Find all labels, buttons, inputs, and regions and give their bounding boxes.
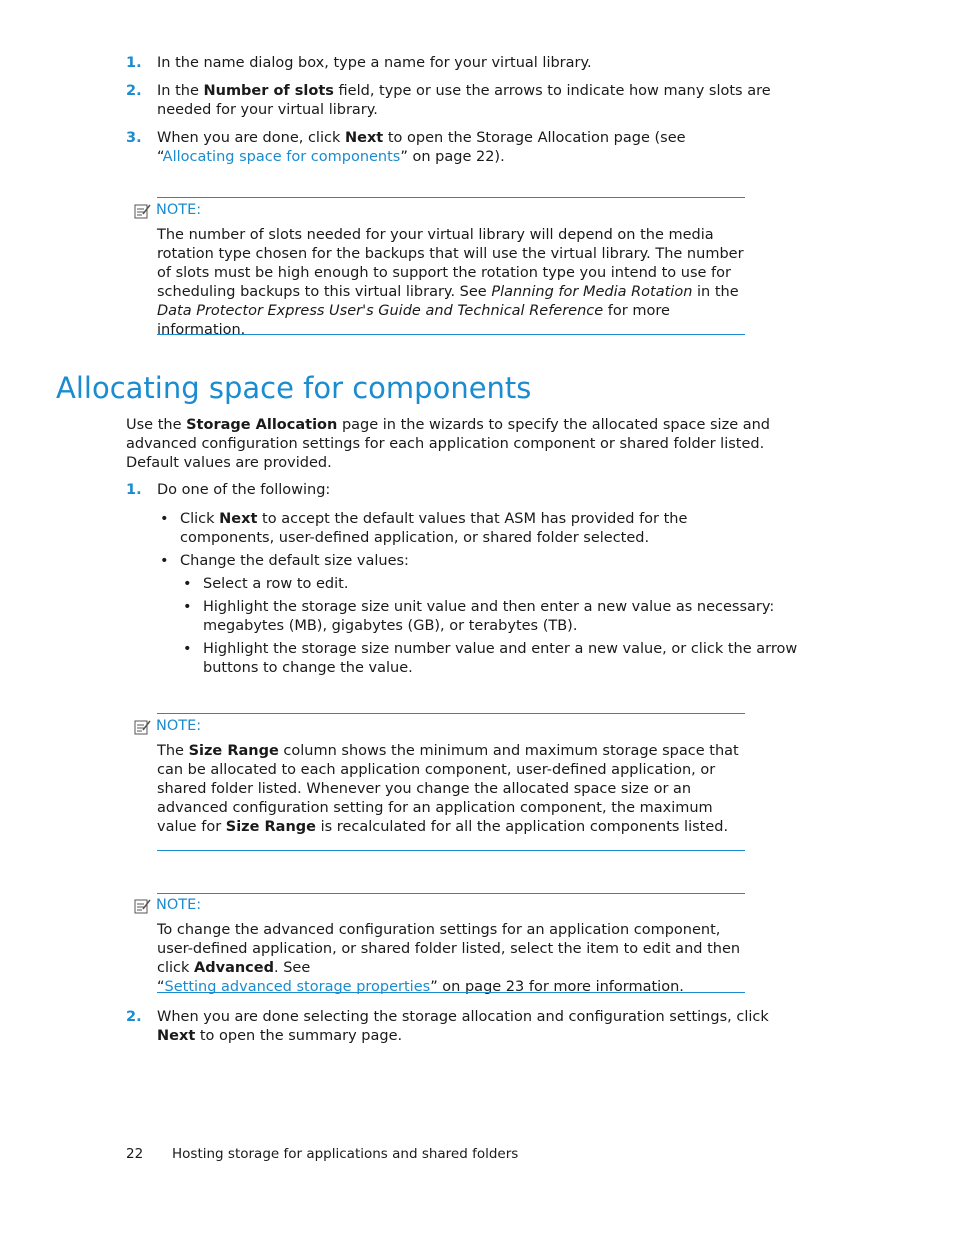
note-divider-bottom <box>157 334 745 335</box>
note-header <box>134 717 201 736</box>
note-body: The number of slots needed for your virtual library will depend on the media rotation type chosen for the backups that will use the virtual library. The number of slots must be high enough to support the rotation type you intend to use for scheduling backups to this virtual library. See Planning for Media Rotation in the Data Protector Express User's Guide and Technical Reference for more information. <box>157 227 744 338</box>
note-body: To change the advanced configuration settings for an application component, user-defined application, or shared folder listed, select the item to edit and then click Advanced. See “Setting advanced storage properties” on page 23 for more information. <box>157 922 741 995</box>
note-divider-bottom <box>157 850 745 851</box>
note-icon <box>134 719 152 735</box>
step-number: 2. <box>126 1009 142 1025</box>
step-number: 1. <box>126 482 142 498</box>
step-text: When you are done selecting the storage allocation and configuration settings, click Next to open the summary page. <box>157 1009 769 1044</box>
note-label: NOTE: <box>156 718 202 734</box>
sub-bullet-dot: • <box>183 599 192 615</box>
note-body: The Size Range column shows the minimum and maximum storage space that can be allocated to each application component, user-defined application, or shared folder listed. Whenever you change the allocated space size or an advanced configuration setting for an application component, the maximum value for Size Range is recalculated for all the application components listed. <box>157 743 739 835</box>
allocating-space-link[interactable]: Allocating space for components <box>162 149 401 165</box>
note-divider-top <box>157 713 745 714</box>
step-text: In the Number of slots field, type or use the arrows to indicate how many slots are needed for your virtual library. <box>157 83 771 118</box>
note-header <box>134 201 201 220</box>
setting-advanced-storage-link[interactable]: Setting advanced storage properties <box>164 979 431 995</box>
note-label: NOTE: <box>156 897 202 913</box>
sub-list-item: Highlight the storage size unit value and then enter a new value as necessary: megabytes (MB), gigabytes (GB), or terabytes (TB). <box>203 599 775 634</box>
section-title: Allocating space for components <box>56 371 532 405</box>
step-number: 3. <box>126 130 142 146</box>
sub-list-item: Highlight the storage size number value and enter a new value, or click the arrow buttons to change the value. <box>203 641 798 676</box>
list-item: Change the default size values: <box>180 553 409 569</box>
step-number: 2. <box>126 83 142 99</box>
note-divider-top <box>157 893 745 894</box>
note-label: NOTE: <box>156 202 202 218</box>
list-item: Click Next to accept the default values that ASM has provided for the components, user-defined application, or shared folder selected. <box>180 511 688 546</box>
bullet-dot: • <box>160 553 169 569</box>
step-text: Do one of the following: <box>157 482 331 498</box>
note-icon <box>134 898 152 914</box>
note-header <box>134 896 201 915</box>
intro-paragraph: Use the Storage Allocation page in the wizards to specify the allocated space size and advanced configuration settings for each application component or shared folder listed. Default values are provided. <box>126 417 771 471</box>
note-divider-top <box>157 197 745 198</box>
bullet-dot: • <box>160 511 169 527</box>
step-text: In the name dialog box, type a name for your virtual library. <box>157 55 592 71</box>
sub-bullet-dot: • <box>183 641 192 657</box>
step-text: When you are done, click Next to open the Storage Allocation page (see “Allocating space for components” on page 22). <box>157 130 686 165</box>
step-number: 1. <box>126 55 142 71</box>
note-icon <box>134 203 152 219</box>
page-number: 22 <box>126 1146 144 1162</box>
sub-list-item: Select a row to edit. <box>203 576 349 592</box>
note-divider-bottom <box>157 992 745 993</box>
sub-bullet-dot: • <box>183 576 192 592</box>
footer-title: Hosting storage for applications and shared folders <box>172 1146 519 1162</box>
